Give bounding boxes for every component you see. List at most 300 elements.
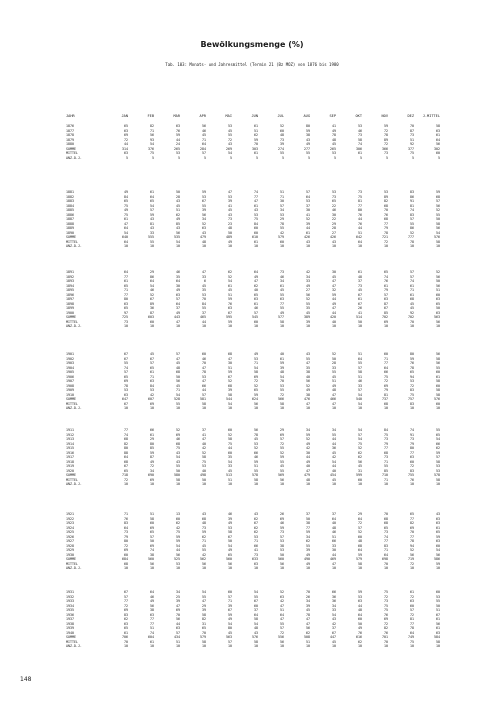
table-cell: 62 [358, 639, 362, 644]
table-cell: 44 [124, 142, 128, 146]
table-cell: 60 [150, 319, 154, 324]
table-cell: 72 [384, 594, 388, 599]
table-cell: 41 [228, 203, 232, 208]
table-cell: 10 [124, 566, 128, 570]
table-cell: 81 [150, 221, 154, 226]
table-cell: 52 [254, 446, 258, 450]
table-cell: 75 [202, 459, 206, 464]
table-cell: 5 [282, 155, 284, 160]
table-cell: 78 [410, 539, 414, 543]
table-cell: 55 [254, 468, 258, 473]
row-label: 1937 [66, 617, 74, 621]
table-cell: 73 [410, 133, 414, 137]
table-cell: 586 [434, 557, 440, 561]
table-cell: 10 [384, 244, 388, 248]
row-label: MITTEL [66, 151, 78, 155]
table-cell: 94 [410, 543, 414, 548]
table-cell: 46 [280, 521, 284, 525]
table-cell: 46 [176, 270, 180, 274]
row-label: ANZ.D.J. [66, 244, 82, 248]
table-cell: 55 [436, 599, 440, 603]
table-cell: 58 [202, 455, 206, 459]
table-cell: 51 [436, 608, 440, 612]
table-cell: 61 [124, 630, 128, 635]
row-label: 1898 [66, 301, 74, 306]
table-cell: 54 [176, 543, 180, 548]
table-cell: 53 [202, 292, 206, 297]
table-cell: 55 [358, 361, 362, 365]
table-cell: 10 [254, 244, 258, 248]
table-cell: 58 [436, 221, 440, 226]
table-cell: 57 [202, 151, 206, 155]
table-cell: 84 [254, 221, 258, 226]
table-cell: 62 [176, 212, 180, 217]
table-cell: 434 [174, 635, 180, 639]
table-cell: 73 [280, 137, 284, 142]
table-cell: 10 [410, 644, 414, 648]
table-cell: 389 [304, 315, 310, 319]
table-cell: 10 [254, 482, 258, 486]
table-cell: 38 [306, 392, 310, 397]
table-cell: 44 [202, 388, 206, 392]
table-cell: 65 [150, 199, 154, 203]
table-cell: 10 [280, 406, 284, 410]
table-cell: 65 [384, 270, 388, 274]
page-title: Bewölkungsmenge (%) [200, 40, 304, 49]
table-cell: 57 [358, 388, 362, 392]
table-cell: 49 [150, 599, 154, 603]
table-cell: 33 [228, 464, 232, 468]
table-cell: 56 [436, 283, 440, 288]
table-cell: 513 [226, 473, 232, 477]
table-cell: 47 [332, 306, 336, 310]
table-cell: 63 [436, 310, 440, 315]
table-cell: 54 [176, 455, 180, 459]
table-cell: 83 [124, 521, 128, 525]
table-cell: 50 [358, 319, 362, 324]
table-cell: 68 [124, 437, 128, 441]
table-cell: 52 [202, 221, 206, 226]
table-cell: 377 [408, 146, 414, 151]
table-cell: 54 [202, 590, 206, 594]
table-cell: 63 [202, 226, 206, 230]
table-cell: 49 [124, 208, 128, 212]
table-cell: 82 [202, 617, 206, 621]
table-cell: 60 [410, 603, 414, 608]
table-cell: 78 [384, 133, 388, 137]
table-cell: 71 [124, 288, 128, 292]
table-cell: 710 [382, 473, 388, 477]
table-cell: 55 [436, 212, 440, 217]
table-cell: 61 [384, 283, 388, 288]
table-cell: 56 [202, 124, 206, 128]
table-cell: 63 [124, 392, 128, 397]
table-cell: 59 [280, 361, 284, 365]
table-cell: 50 [202, 477, 206, 482]
table-cell: 30 [332, 270, 336, 274]
table-cell: 77 [358, 203, 362, 208]
table-cell: 535 [174, 235, 180, 239]
table-cell: 72 [124, 477, 128, 482]
table-cell: 65 [124, 306, 128, 310]
table-cell: 60 [176, 516, 180, 521]
table-cell: 43 [202, 230, 206, 235]
table-cell: 466 [330, 397, 336, 401]
table-cell: 51 [358, 230, 362, 235]
table-cell: 47 [202, 599, 206, 603]
table-cell: 39 [280, 365, 284, 370]
table-cell: 37 [176, 306, 180, 310]
table-cell: 56 [436, 226, 440, 230]
table-cell: 55 [280, 468, 284, 473]
table-cell: 30 [176, 283, 180, 288]
table-cell: 39 [228, 603, 232, 608]
table-cell: 78 [254, 432, 258, 437]
row-label: SUMME [66, 235, 76, 239]
table-cell: 59 [254, 137, 258, 142]
row-label: MITTEL [66, 239, 78, 244]
table-cell: 71 [202, 539, 206, 543]
table-cell: 60 [280, 239, 284, 244]
table-cell: 525 [174, 557, 180, 561]
row-label: 1914 [66, 441, 74, 446]
table-cell: 67 [124, 401, 128, 406]
table-cell: 61 [124, 217, 128, 221]
table-cell: 10 [176, 324, 180, 328]
table-cell: 73 [202, 525, 206, 530]
row-label: 1934 [66, 603, 74, 608]
column-header: AUG [303, 114, 310, 118]
table-cell: 56 [306, 626, 310, 630]
table-cell: 64 [124, 455, 128, 459]
table-cell: 640 [122, 235, 128, 239]
table-cell: 57 [410, 217, 414, 221]
table-cell: 55 [280, 446, 284, 450]
table-cell: 55 [332, 370, 336, 374]
row-label: 1901 [66, 352, 74, 356]
table-cell: 45 [228, 468, 232, 473]
table-cell: 10 [358, 406, 362, 410]
table-cell: 60 [384, 352, 388, 356]
table-cell: 37 [332, 512, 336, 516]
table-cell: 64 [150, 279, 154, 283]
table-cell: 36 [332, 599, 336, 603]
table-cell: 10 [176, 566, 180, 570]
table-cell: 33 [332, 608, 336, 612]
row-label: 1924 [66, 525, 74, 530]
table-cell: 59 [254, 392, 258, 397]
table-cell: 67 [228, 534, 232, 539]
table-cell: 42 [306, 446, 310, 450]
table-cell: 71 [150, 374, 154, 379]
table-cell: 69 [124, 133, 128, 137]
row-label: 1909 [66, 388, 74, 392]
table-cell: 49 [306, 283, 310, 288]
table-cell: 55 [306, 301, 310, 306]
table-cell: 737 [382, 397, 388, 401]
table-cell: 73 [228, 217, 232, 221]
table-cell: 42 [306, 270, 310, 274]
table-cell: 69 [124, 608, 128, 612]
table-cell: 34 [306, 599, 310, 603]
table-cell: 10 [410, 244, 414, 248]
table-cell: 69 [124, 379, 128, 383]
row-label: SUMME [66, 557, 76, 561]
table-cell: 61 [436, 133, 440, 137]
row-label: 1903 [66, 361, 74, 365]
table-cell: 35 [306, 306, 310, 310]
table-cell: 69 [150, 543, 154, 548]
table-cell: 74 [150, 630, 154, 635]
table-cell: 43 [332, 239, 336, 244]
table-cell: 38 [280, 543, 284, 548]
table-cell: 69 [150, 401, 154, 406]
table-cell: 59 [306, 432, 310, 437]
table-cell: 10 [176, 644, 180, 648]
table-cell: 61 [358, 151, 362, 155]
table-cell: 508 [304, 635, 310, 639]
table-cell: 67 [228, 374, 232, 379]
table-cell: 10 [228, 566, 232, 570]
table-cell: 76 [384, 612, 388, 617]
table-cell: 63 [176, 626, 180, 630]
row-label: 1902 [66, 356, 74, 361]
row-label: MITTEL [66, 477, 78, 482]
table-cell: 56 [436, 142, 440, 146]
table-cell: 24 [176, 142, 180, 146]
table-cell: 43 [176, 459, 180, 464]
table-cell: 45 [150, 352, 154, 356]
table-cell: 61 [254, 203, 258, 208]
table-cell: 51 [254, 464, 258, 468]
table-cell: 77 [254, 194, 258, 199]
table-cell: 59 [436, 561, 440, 566]
table-cell: 77 [410, 621, 414, 626]
table-cell: 454 [330, 473, 336, 477]
table-cell: 29 [280, 428, 284, 432]
table-cell: 56 [358, 459, 362, 464]
table-cell: 52 [254, 383, 258, 388]
table-cell: 48 [228, 226, 232, 230]
table-cell: 469 [330, 557, 336, 561]
table-cell: 81 [358, 199, 362, 203]
table-cell: 62 [228, 270, 232, 274]
table-cell: 718 [122, 473, 128, 477]
row-label: MITTEL [66, 319, 78, 324]
table-cell: 27 [306, 288, 310, 292]
table-cell: 42 [176, 525, 180, 530]
table-cell: 53 [176, 151, 180, 155]
table-cell: 62 [254, 530, 258, 534]
table-cell: 62 [358, 455, 362, 459]
table-cell: 52 [436, 270, 440, 274]
table-cell: 560 [226, 557, 232, 561]
table-cell: 65 [384, 525, 388, 530]
table-cell: 53 [202, 464, 206, 468]
table-cell: 58 [254, 370, 258, 374]
table-cell: 54 [124, 230, 128, 235]
table-cell: 5 [308, 155, 310, 160]
table-cell: 57 [150, 534, 154, 539]
table-cell: 44 [332, 297, 336, 301]
table-cell: 10 [306, 644, 310, 648]
table-cell: 72 [358, 521, 362, 525]
table-cell: 702 [408, 315, 414, 319]
table-cell: 49 [332, 383, 336, 388]
table-cell: 74 [254, 190, 258, 194]
table-cell: 59 [384, 124, 388, 128]
table-cell: 69 [124, 548, 128, 552]
table-cell: 56 [228, 561, 232, 566]
table-cell: 37 [306, 512, 310, 516]
table-cell: 34 [150, 468, 154, 473]
table-cell: 69 [384, 319, 388, 324]
table-cell: 57 [358, 365, 362, 370]
table-cell: 698 [382, 557, 388, 561]
table-cell: 57 [436, 199, 440, 203]
row-label: 1899 [66, 306, 74, 310]
table-cell: 75 [176, 446, 180, 450]
table-cell: 83 [410, 388, 414, 392]
table-cell: 39 [228, 388, 232, 392]
table-cell: 599 [356, 473, 362, 477]
table-cell: 72 [384, 379, 388, 383]
table-cell: 45 [228, 208, 232, 212]
table-cell: 10 [228, 406, 232, 410]
data-block [66, 428, 466, 487]
table-cell: 34 [332, 603, 336, 608]
table-cell: 70 [124, 639, 128, 644]
table-cell: 303 [252, 146, 258, 151]
table-row [66, 566, 466, 571]
table-cell: 65 [124, 468, 128, 473]
table-cell: 85 [384, 468, 388, 473]
table-cell: 265 [330, 146, 336, 151]
table-cell: 47 [202, 379, 206, 383]
table-cell: 51 [228, 477, 232, 482]
table-cell: 65 [124, 626, 128, 630]
table-cell: 77 [124, 274, 128, 279]
table-cell: 43 [176, 199, 180, 203]
table-cell: 73 [280, 270, 284, 274]
table-cell: 92 [410, 310, 414, 315]
table-cell: 63 [150, 379, 154, 383]
table-cell: 53 [436, 594, 440, 599]
table-cell: 34 [306, 274, 310, 279]
table-cell: 65 [228, 552, 232, 557]
row-label: MITTEL [66, 401, 78, 406]
table-cell: 79 [384, 226, 388, 230]
column-header: JUN [251, 114, 258, 118]
table-cell: 56 [254, 401, 258, 406]
table-cell: 40 [332, 319, 336, 324]
table-cell: 83 [384, 543, 388, 548]
table-cell: 578 [434, 473, 440, 477]
table-cell: 42 [332, 621, 336, 626]
table-cell: 55 [202, 306, 206, 310]
table-cell: 72 [410, 383, 414, 388]
table-cell: 56 [306, 292, 310, 297]
table-cell: 49 [228, 548, 232, 552]
table-cell: 64 [254, 612, 258, 617]
table-cell: 10 [436, 482, 440, 486]
table-cell: 27 [332, 230, 336, 235]
table-cell: 78 [332, 133, 336, 137]
table-cell: 70 [202, 297, 206, 301]
table-cell: 35 [202, 288, 206, 292]
table-row [66, 406, 466, 411]
table-cell: 43 [436, 512, 440, 516]
table-cell: 68 [436, 194, 440, 199]
table-cell: 60 [228, 590, 232, 594]
table-cell: 63 [410, 599, 414, 603]
table-cell: 39 [306, 319, 310, 324]
table-cell: 80 [124, 539, 128, 543]
row-label: 1892 [66, 274, 74, 279]
table-cell: 67 [228, 310, 232, 315]
table-cell: 59 [306, 530, 310, 534]
table-cell: 55 [176, 401, 180, 406]
table-cell: 426 [304, 235, 310, 239]
table-cell: 59 [332, 292, 336, 297]
table-cell: 64 [150, 590, 154, 594]
table-cell: 46 [332, 208, 336, 212]
table-cell: 51 [228, 292, 232, 297]
table-cell: 82 [384, 626, 388, 630]
table-cell: 44 [332, 310, 336, 315]
table-cell: 69 [150, 477, 154, 482]
table-cell: 35 [306, 365, 310, 370]
table-cell: 58 [254, 477, 258, 482]
table-cell: 55 [202, 203, 206, 208]
table-cell: 284 [200, 146, 206, 151]
table-cell: 60 [228, 428, 232, 432]
table-cell: 67 [124, 356, 128, 361]
table-cell: 61 [150, 639, 154, 644]
table-cell: 22 [332, 217, 336, 221]
row-label: 1927 [66, 539, 74, 543]
table-cell: 5 [178, 155, 180, 160]
table-cell: 10 [254, 406, 258, 410]
table-cell: 47 [202, 437, 206, 441]
table-cell: 56 [436, 319, 440, 324]
table-cell: 69 [410, 525, 414, 530]
table-cell: 64 [254, 270, 258, 274]
table-cell: 55 [124, 361, 128, 365]
table-cell: 82 [150, 124, 154, 128]
table-cell: 46 [150, 288, 154, 292]
table-cell: 60 [150, 521, 154, 525]
table-cell: 49 [228, 617, 232, 621]
table-cell: 61 [150, 432, 154, 437]
table-cell: 81 [384, 392, 388, 397]
row-label: 1923 [66, 521, 74, 525]
table-cell: 10 [280, 482, 284, 486]
table-cell: 5 [412, 155, 414, 160]
table-cell: 84 [384, 428, 388, 432]
table-cell: 46 [176, 437, 180, 441]
table-cell: 63 [176, 124, 180, 128]
table-cell: 71 [124, 512, 128, 516]
table-cell: 579 [356, 557, 362, 561]
table-cell: 51 [332, 379, 336, 383]
table-cell: 376 [148, 146, 154, 151]
table-cell: 51 [280, 608, 284, 612]
row-label: 1928 [66, 543, 74, 548]
table-cell: 54 [228, 151, 232, 155]
table-cell: 51 [150, 626, 154, 630]
table-cell: 57 [176, 352, 180, 356]
